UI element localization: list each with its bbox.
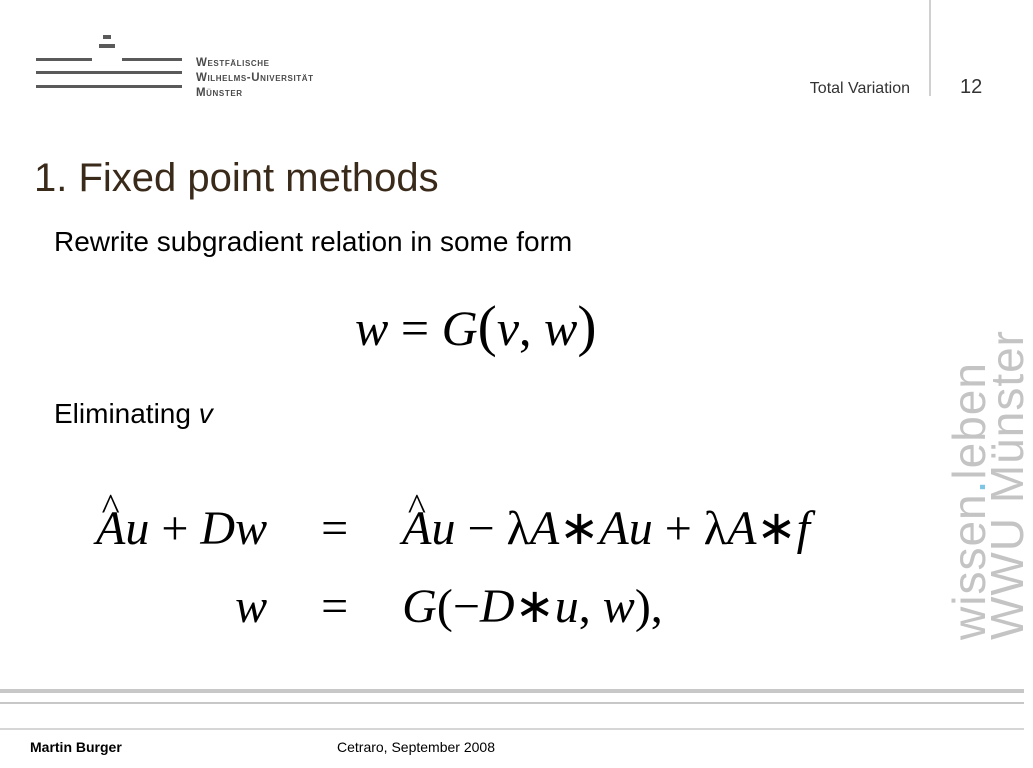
equation-system <box>96 490 810 646</box>
side-branding-line1: wissen.leben <box>943 362 995 640</box>
body-text-eliminating <box>54 398 213 430</box>
footer-author: Martin Burger <box>30 739 122 755</box>
logo-mark-top <box>103 35 111 39</box>
university-name-line2: Wilhelms-Universität <box>196 72 314 84</box>
page-number: 12 <box>960 76 983 98</box>
logo-line-1 <box>36 58 92 61</box>
side-branding-dot: . <box>943 479 995 494</box>
header-title: Total Variation <box>809 80 910 97</box>
footer-event: Cetraro, September 2008 <box>337 739 495 755</box>
body-text-rewrite: Rewrite subgradient relation in some form <box>54 226 573 257</box>
university-name-line1: Westfälische <box>196 57 270 69</box>
equation-row-2: w = G(−D∗u, w), <box>235 580 663 633</box>
side-branding-line2: WWU Münster <box>981 330 1033 640</box>
university-name-line3: Münster <box>196 87 243 99</box>
logo-line-1b <box>122 58 182 61</box>
equation-row-1: ^ Au + Dw = ^ Au − λA∗Au + λA∗f <box>96 490 810 568</box>
logo-line-2 <box>36 71 182 74</box>
logo-mark-mid <box>99 44 115 48</box>
footer-rule-3 <box>0 728 1024 730</box>
footer-rule-1 <box>0 689 1024 693</box>
equation-fixed-point: w = G(v, w) <box>355 295 597 358</box>
body-text-eliminating-var: v <box>198 398 213 429</box>
footer-rule-2 <box>0 702 1024 704</box>
side-branding <box>943 330 1033 640</box>
body-text-eliminating-prefix: Eliminating <box>54 398 199 429</box>
slide-title: 1. Fixed point methods <box>34 156 439 200</box>
university-name <box>196 56 314 101</box>
logo-line-3 <box>36 85 182 88</box>
header-divider <box>929 0 931 96</box>
